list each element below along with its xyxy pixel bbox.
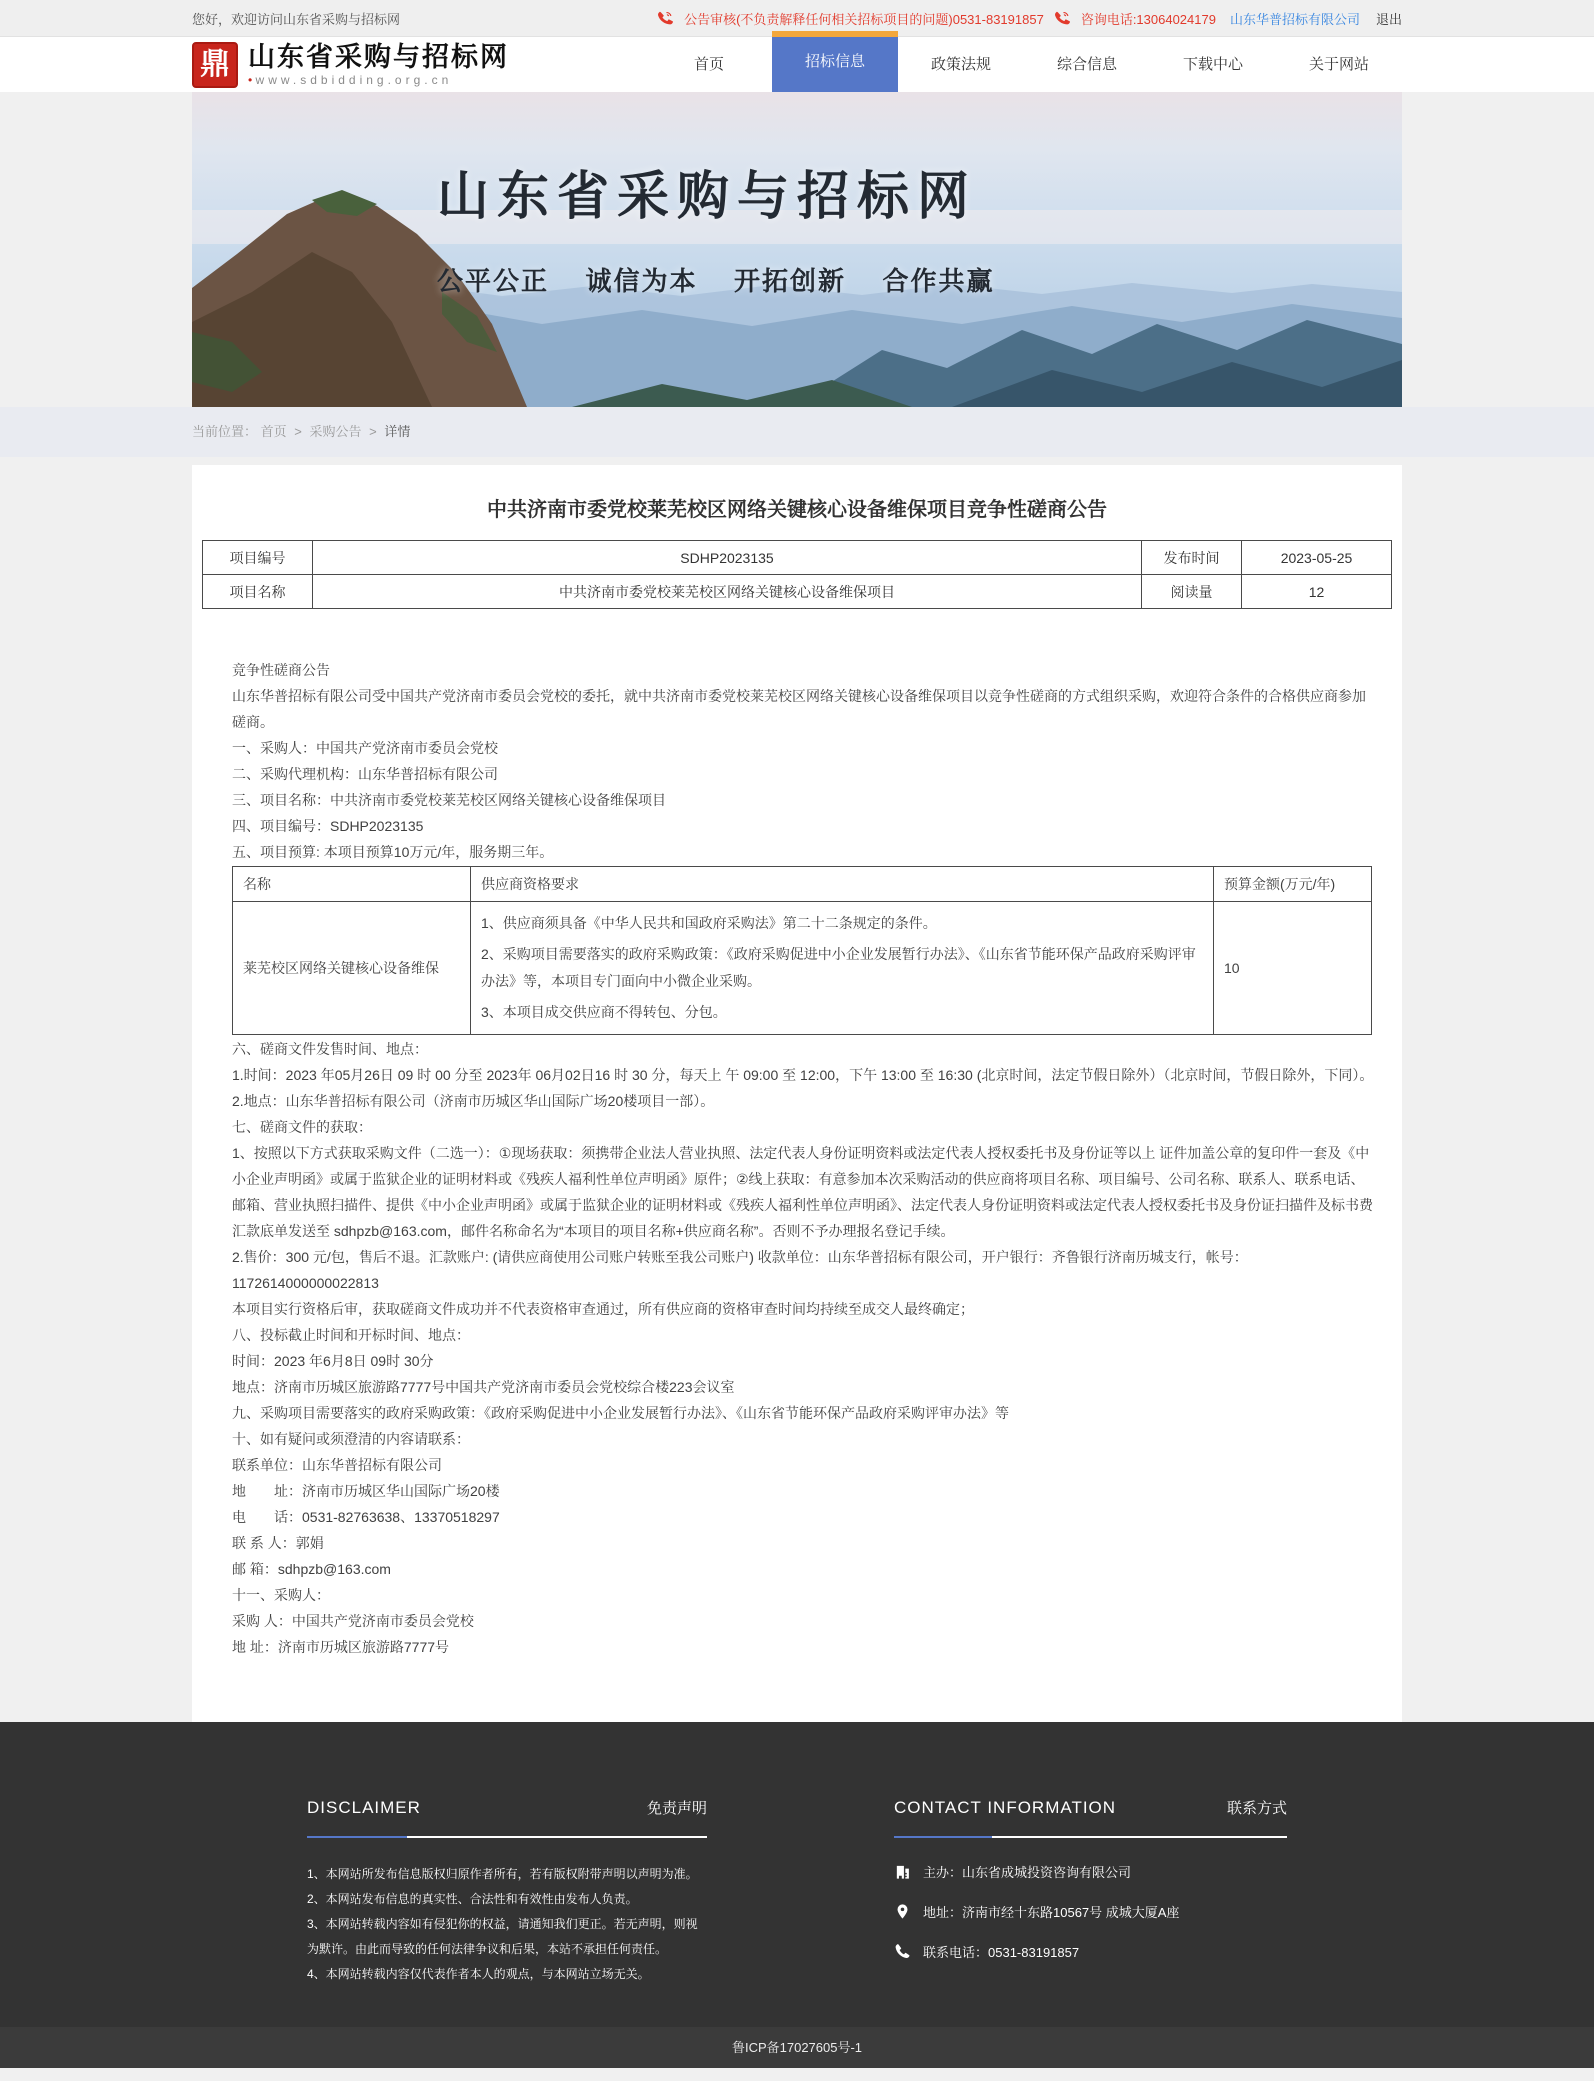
paragraph: 地点：济南市历城区旅游路7777号中国共产党济南市委员会党校综合楼223会议室 (232, 1379, 735, 1395)
paragraph: 地 址：济南市历城区旅游路7777号 (232, 1639, 450, 1655)
divider (894, 1836, 1287, 1838)
requirements-cell: 1、供应商须具备《中华人民共和国政府采购法》第二十二条规定的条件。 2、采购项目需要落实的政府采购政策：《政府采购促进中小企业发展暂行办法》、《山东省节能环保产品政府采购评审办法》等，本项目专门面向中小微企业采购。 3、本项目成交供应商不得转包、分包。 (471, 902, 1214, 1035)
qualification-table (232, 866, 1372, 1035)
disclaimer-item: 1、本网站所发布信息版权归原作者所有，若有版权附带声明以声明为准。 (307, 1867, 698, 1881)
phone-icon (1053, 9, 1072, 28)
paragraph: 邮 箱：sdhpzb@163.com (232, 1561, 391, 1577)
disclaimer-heading-cn: 免责声明 (646, 1800, 707, 1817)
page-footer (0, 1722, 1594, 2027)
site-header (0, 37, 1594, 92)
nav-item-bid-info[interactable]: 招标信息 (772, 31, 898, 92)
paragraph: 十、如有疑问或须澄清的内容请联系： (232, 1431, 470, 1447)
breadcrumb-home-link[interactable]: 首页 (260, 424, 287, 439)
disclaimer-section (307, 1797, 707, 1987)
paragraph: 1、按照以下方式获取采购文件（二选一）：①现场获取：须携带企业法人营业执照、法定代表人身份证明资料或法定代表人授权委托书及身份证等以上 证件加盖公章的复印件一套及《中小企业声明函》或属于监狱企业的证明材料或《残疾人福利性单位声明函》原件；②线上获取：有意参加本次采购活动的供应商将项目名称、项目编号、公司名称、联系人、联系电话、邮箱、营业执照扫描件、提供《中小企业声明函》或属于监狱企业的证明材料或《残疾人福利性单位声明函》、法定代表人身份证明资料或法定代表人授权委托书及身份证扫描件及标书费汇款底单发送至 sdhpzb@163.com，邮件名称命名为“本项目的项目名称+供应商名称”。否则不予办理报名登记手续。 (232, 1145, 1373, 1239)
read-count-value: 12 (1242, 575, 1392, 609)
package-name-cell: 莱芜校区网络关键核心设备维保 (233, 902, 471, 1035)
table-row: 项目编号 SDHP2023135 发布时间 2023-05-25 (203, 541, 1392, 575)
icp-number: 鲁ICP备17027605号-1 (731, 2040, 863, 2055)
page-title: 中共济南市委党校莱芜校区网络关键核心设备维保项目竞争性磋商公告 (487, 499, 1107, 521)
paragraph: 2.售价：300 元/包，售后不退。汇款账户: (请供应商使用公司账户转账至我公司账户) 收款单位：山东华普招标有限公司，开户银行：齐鲁银行济南历城支行，帐号：1172614000000022813 (232, 1249, 1248, 1291)
site-url: • www.sdbidding.org.cn (248, 73, 509, 87)
paragraph: 二、采购代理机构：山东华普招标有限公司 (232, 766, 498, 782)
paragraph: 采购 人：中国共产党济南市委员会党校 (232, 1613, 474, 1629)
paragraph: 三、项目名称：中共济南市委党校莱芜校区网络关键核心设备维保项目 (232, 792, 666, 808)
disclaimer-item: 2、本网站发布信息的真实性、合法性和有效性由发布人负责。 (307, 1892, 638, 1906)
paragraph: 七、磋商文件的获取： (232, 1119, 372, 1135)
paragraph: 四、项目编号：SDHP2023135 (232, 818, 424, 834)
disclaimer-item: 3、本网站转载内容如有侵犯你的权益，请通知我们更正。若无声明，则视为默许。由此而导致的任何法律争议和后果，本站不承担任何责任。 (307, 1917, 698, 1956)
logo-icon: 鼎 (192, 42, 238, 88)
breadcrumb-current: 详情 (384, 424, 411, 439)
breadcrumb-strip (0, 407, 1594, 457)
paragraph: 2.地点：山东华普招标有限公司（济南市历城区华山国际广场20楼项目一部）。 (232, 1093, 715, 1109)
contact-section (894, 1797, 1287, 1987)
paragraph: 竞争性磋商公告 (232, 662, 330, 678)
nav-item-download[interactable]: 下载中心 (1182, 56, 1243, 73)
paragraph: 山东华普招标有限公司受中国共产党济南市委员会党校的委托，就中共济南市委党校莱芜校区网络关键核心设备维保项目以竞争性磋商的方式组织采购，欢迎符合条件的合格供应商参加磋商。 (232, 688, 1366, 730)
table-row: 项目名称 中共济南市委党校莱芜校区网络关键核心设备维保项目 阅读量 12 (203, 575, 1392, 609)
paragraph: 六、磋商文件发售时间、地点： (232, 1041, 428, 1057)
paragraph: 十一、采购人： (232, 1587, 330, 1603)
phone-icon (894, 1943, 911, 1960)
nav-item-general-info[interactable]: 综合信息 (1056, 56, 1117, 73)
paragraph: 一、采购人：中国共产党济南市委员会党校 (232, 740, 498, 756)
project-number-value: SDHP2023135 (313, 541, 1142, 575)
paragraph: 本项目实行资格后审，获取磋商文件成功并不代表资格审查通过，所有供应商的资格审查时间均持续至成交人最终确定； (232, 1301, 974, 1317)
divider (307, 1836, 707, 1838)
paragraph: 1.时间：2023 年05月26日 09 时 00 分至 2023年 06月02日16 时 30 分，每天上 午 09:00 至 12:00，下午 13:00 至 16:30 (北京时间，法定节假日除外）（北京时间，节假日除外，下同）。 (232, 1067, 1374, 1083)
banner-slogan: 公平公正 诚信为本 开拓创新 合作共赢 (437, 267, 995, 296)
breadcrumb-category-link[interactable]: 采购公告 (309, 424, 362, 439)
phone-icon (656, 9, 675, 28)
contact-item-organizer: 主办：山东省成城投资咨询有限公司 (894, 1862, 1287, 1881)
table-row (233, 902, 1372, 1035)
contact-item-address: 地址：济南市经十东路10567号 成城大厦A座 (894, 1902, 1287, 1921)
nav-item-home[interactable]: 首页 (693, 56, 724, 73)
logout-link[interactable]: 退出 (1375, 12, 1402, 27)
hero-banner (192, 92, 1402, 407)
announcement-article (192, 465, 1402, 1722)
nav-item-about[interactable]: 关于网站 (1308, 56, 1369, 73)
paragraph: 联 系 人：郭娟 (232, 1535, 324, 1551)
site-logo[interactable] (192, 42, 509, 88)
paragraph: 地 址：济南市历城区华山国际广场20楼 (232, 1483, 500, 1499)
location-pin-icon (894, 1903, 911, 1920)
company-link[interactable]: 山东华普招标有限公司 (1229, 12, 1360, 27)
project-info-table (202, 540, 1392, 609)
paragraph: 九、采购项目需要落实的政府采购政策：《政府采购促进中小企业发展暂行办法》、《山东省节能环保产品政府采购评审办法》等 (232, 1405, 1009, 1421)
audit-phone-text: 公告审核(不负责解释任何相关招标项目的问题)0531-83191857 (684, 12, 1044, 27)
paragraph: 时间：2023 年6月8日 09时 30分 (232, 1353, 434, 1369)
paragraph: 八、投标截止时间和开标时间、地点： (232, 1327, 470, 1343)
icp-bar (0, 2027, 1594, 2068)
nav-item-policy[interactable]: 政策法规 (930, 56, 991, 73)
disclaimer-heading-en: DISCLAIMER (307, 1798, 421, 1817)
paragraph: 电 话：0531-82763638、13370518297 (232, 1509, 500, 1525)
disclaimer-item: 4、本网站转载内容仅代表作者本人的观点，与本网站立场无关。 (307, 1967, 650, 1981)
project-name-value: 中共济南市委党校莱芜校区网络关键核心设备维保项目 (313, 575, 1142, 609)
article-body (192, 609, 1402, 1660)
banner-title: 山东省采购与招标网 (437, 169, 978, 226)
paragraph: 联系单位：山东华普招标有限公司 (232, 1457, 442, 1473)
contact-item-phone: 联系电话：0531-83191857 (894, 1942, 1287, 1961)
site-name: 山东省采购与招标网 (248, 41, 509, 72)
breadcrumb-label: 当前位置： (192, 424, 258, 439)
consult-phone-text: 咨询电话:13064024179 (1080, 12, 1216, 27)
paragraph: 五、项目预算: 本项目预算10万元/年，服务期三年。 (232, 844, 554, 860)
main-nav (646, 37, 1402, 92)
contact-heading-en: CONTACT INFORMATION (894, 1798, 1117, 1817)
building-icon (894, 1863, 911, 1880)
contact-heading-cn: 联系方式 (1226, 1800, 1287, 1817)
breadcrumb: 当前位置： 首页 > 采购公告 > 详情 (192, 424, 411, 439)
table-header-row: 名称 供应商资格要求 预算金额(万元/年) (233, 867, 1372, 902)
publish-date-value: 2023-05-25 (1242, 541, 1392, 575)
budget-cell: 10 (1214, 902, 1372, 1035)
greeting-text: 您好，欢迎访问山东省采购与招标网 (192, 12, 401, 27)
